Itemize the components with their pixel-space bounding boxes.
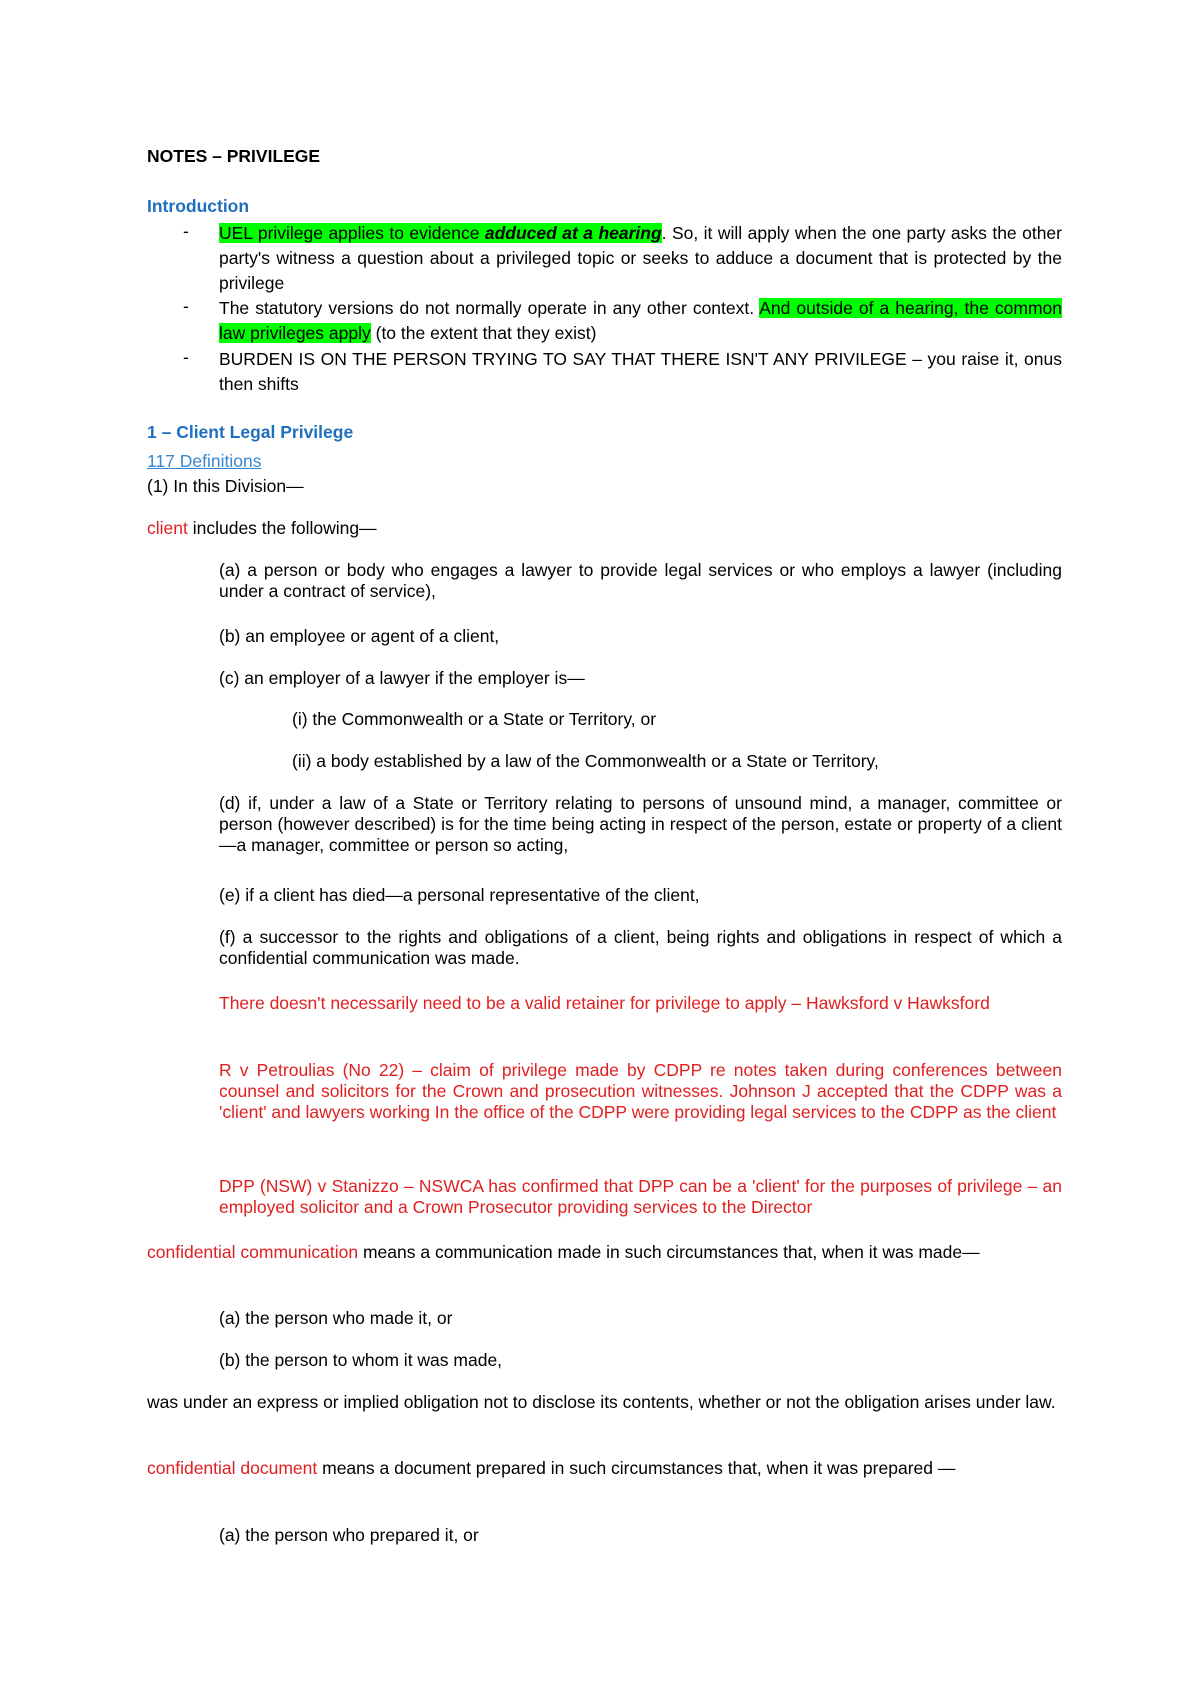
bullet-marker: - xyxy=(183,296,189,316)
case-note-petroulias: R v Petroulias (No 22) – claim of privilege made by CDPP re notes taken during conferences between counsel and solicitors for the Crown and prosecution witnesses. Johnson J accepted that the CDPP was a 'client' and lawyers working In the office of the CDPP were providing legal services to the CDPP as the client xyxy=(219,1060,1062,1122)
defined-term: confidential document xyxy=(147,1458,318,1478)
cc-tail: was under an express or implied obligation not to disclose its contents, whether or not the obligation arises under law. xyxy=(147,1392,1056,1412)
intro-bullet-3: BURDEN IS ON THE PERSON TRYING TO SAY THAT THERE ISN'T ANY PRIVILEGE – you raise it, onus then shifts xyxy=(219,349,1062,394)
cc-item-b: (b) the person to whom it was made, xyxy=(219,1350,503,1370)
section-heading: 1 – Client Legal Privilege xyxy=(147,422,354,442)
cd-item-a: (a) the person who prepared it, or xyxy=(219,1525,479,1545)
definitions-link[interactable]: 117 Definitions xyxy=(147,451,262,471)
client-item-c-ii: (ii) a body established by a law of the Commonwealth or a State or Territory, xyxy=(292,751,879,771)
page-title: NOTES – PRIVILEGE xyxy=(147,146,321,166)
client-item-c-i: (i) the Commonwealth or a State or Territory, or xyxy=(292,709,657,729)
highlight-text: And outside of a hearing, the common law privileges apply xyxy=(219,298,1062,343)
intro-heading: Introduction xyxy=(147,196,250,216)
client-item-d: (d) if, under a law of a State or Territory relating to persons of unsound mind, a manager, committee or person (however described) is for the time being acting in respect of the person, estate or property of a client—a manager, committee or person so acting, xyxy=(219,793,1062,855)
client-item-c: (c) an employer of a lawyer if the employer is— xyxy=(219,668,585,688)
cc-item-a: (a) the person who made it, or xyxy=(219,1308,453,1328)
intro-bullet-1: UEL privilege applies to evidence adduced at a hearing. So, it will apply when the one party asks the other party's witness a question about a privileged topic or seeks to adduce a document that is protected by the privilege xyxy=(219,223,1062,293)
client-definition: client includes the following— xyxy=(147,518,377,538)
intro-bullet-2: The statutory versions do not normally operate in any other context. And outside of a hearing, the common law privileges apply (to the extent that they exist) xyxy=(219,298,1062,343)
bullet-marker: - xyxy=(183,347,189,367)
confidential-document-definition: confidential document means a document prepared in such circumstances that, when it was prepared — xyxy=(147,1458,956,1478)
defined-term: confidential communication xyxy=(147,1242,359,1262)
bullet-marker: - xyxy=(183,221,189,241)
defined-term: client xyxy=(147,518,188,538)
highlight-text: UEL privilege applies to evidence adduced at a hearing xyxy=(219,223,662,243)
confidential-communication-definition: confidential communication means a communication made in such circumstances that, when it was made— xyxy=(147,1242,980,1262)
client-item-e: (e) if a client has died—a personal representative of the client, xyxy=(219,885,700,905)
case-note-hawksford: There doesn't necessarily need to be a valid retainer for privilege to apply – Hawksford v Hawksford xyxy=(219,993,990,1013)
client-item-a: (a) a person or body who engages a lawyer to provide legal services or who employs a lawyer (including under a contract of service), xyxy=(219,560,1062,601)
client-item-f: (f) a successor to the rights and obligations of a client, being rights and obligations in respect of which a confidential communication was made. xyxy=(219,927,1062,968)
client-item-b: (b) an employee or agent of a client, xyxy=(219,626,500,646)
case-note-stanizzo: DPP (NSW) v Stanizzo – NSWCA has confirmed that DPP can be a 'client' for the purposes of privilege – an employed solicitor and a Crown Prosecutor providing services to the Director xyxy=(219,1176,1062,1217)
subsection-1: (1) In this Division— xyxy=(147,476,304,496)
